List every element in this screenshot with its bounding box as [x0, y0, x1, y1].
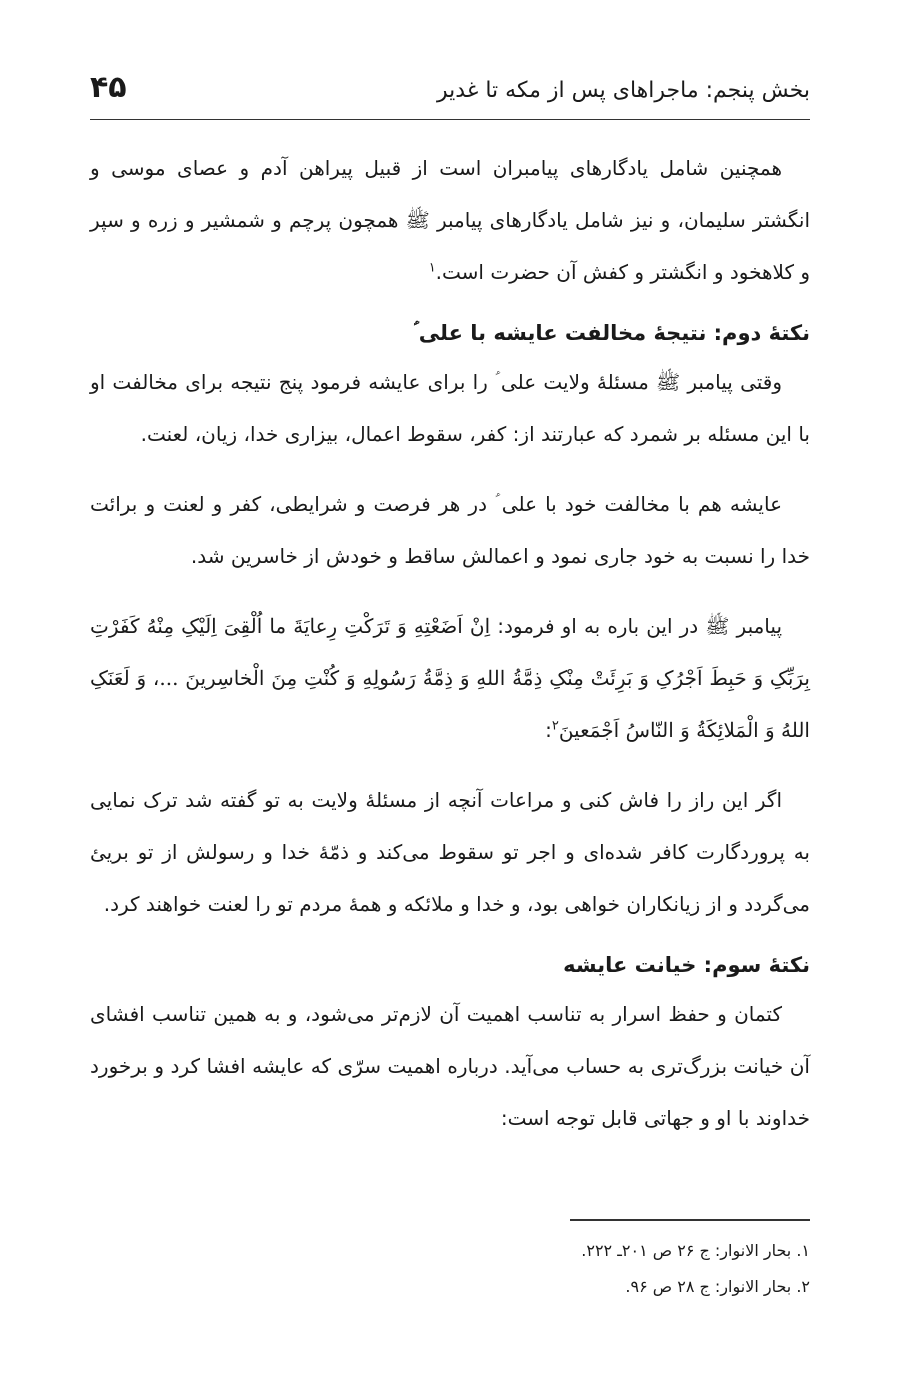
book-page: [90, 0, 810, 1390]
paragraph-2: وقتی پیامبر ﷺ مسئلهٔ ولایت علی ؑ را برای عایشه فرمود پنج نتیجه برای مخالفت او با این مسئله بر شمرد که عبارتند از: کفر، سقوط اعمال، بیزاری خدا، زیان، لعنت.: [90, 370, 810, 446]
section-heading-2: نکتهٔ دوم: نتیجهٔ مخالفت عایشه با علی ؑ: [413, 321, 810, 345]
paragraph-4: [90, 600, 810, 756]
paragraph-4-end: :: [545, 718, 552, 742]
footnote-rule: [570, 1219, 810, 1221]
section-heading-3: نکتهٔ سوم: خیانت عایشه: [563, 953, 810, 977]
paragraph-1-text: همچنین شامل یادگارهای پیامبران است از قبیل پیراهن آدم و عصای موسی و انگشتر سلیمان، و نیز شامل یادگارهای پیامبر ﷺ همچون پرچم و شمشیر و زره و سپر و کلاهخود و انگشتر و کفش آن حضرت است.: [90, 156, 810, 284]
footnotes: [90, 1233, 810, 1305]
paragraph-1: [90, 142, 810, 298]
paragraph-4-intro: پیامبر ﷺ در این باره به او فرمود:: [497, 614, 783, 638]
header-rule: [90, 119, 810, 120]
paragraph-5: اگر این راز را فاش کنی و مراعات آنچه از مسئلهٔ ولایت به تو گفته شد ترک نمایی به پروردگارت کافر شده‌ای و اجر تو سقوط می‌کند و ذمّهٔ خدا و رسولش از تو بریئ می‌گردد و از زیانکاران خواهی بود، و خدا و ملائکه و همهٔ مردم تو را لعنت خواهند کرد.: [90, 788, 810, 916]
running-title: بخش پنجم: ماجراهای پس از مکه تا غدیر: [437, 78, 810, 103]
paragraph-3: عایشه هم با مخالفت خود با علی ؑ در هر فرصت و شرایطی، کفر و لعنت و برائت خدا را نسبت به خود جاری نمود و اعمالش ساقط و خودش از خاسرین شد.: [90, 492, 810, 568]
footnote-2: ۲. بحار الانوار: ج ۲۸ ص ۹۶.: [625, 1277, 810, 1296]
paragraph-6: کتمان و حفظ اسرار به تناسب اهمیت آن لازم‌تر می‌شود، و به همین تناسب افشای آن خیانت بزرگ‌تری به حساب می‌آید. درباره اهمیت سرّی که عایشه افشا کرد و برخورد خداوند با او و جهاتی قابل توجه است:: [90, 1002, 810, 1130]
page-header: [90, 68, 810, 116]
footnote-ref-2[interactable]: ۲: [551, 718, 559, 734]
page-number: ۴۵: [90, 70, 127, 105]
footnote-1: ۱. بحار الانوار: ج ۲۶ ص ۲۰۱ـ ۲۲۲.: [581, 1241, 810, 1260]
page-body: [90, 142, 810, 1144]
arabic-quote: اِنْ اَضَعْتِهِ وَ تَرَکْتِ رِعایَةَ ما اُلْقِیَ اِلَیْکِ مِنْهُ کَفَرْتِ بِرَبِّکِ وَ حَبِطَ اَجْرُکِ وَ بَرِئَتْ مِنْکِ ذِمَّةُ اللهِ وَ ذِمَّةُ رَسُولِهِ وَ کُنْتِ مِنَ الْخاسِرینَ ...، وَ لَعَنَکِ اللهُ وَ الْمَلائِکَةُ وَ النّاسُ اَجْمَعینَ: [90, 614, 810, 742]
footnote-ref-1[interactable]: ۱: [428, 260, 436, 276]
